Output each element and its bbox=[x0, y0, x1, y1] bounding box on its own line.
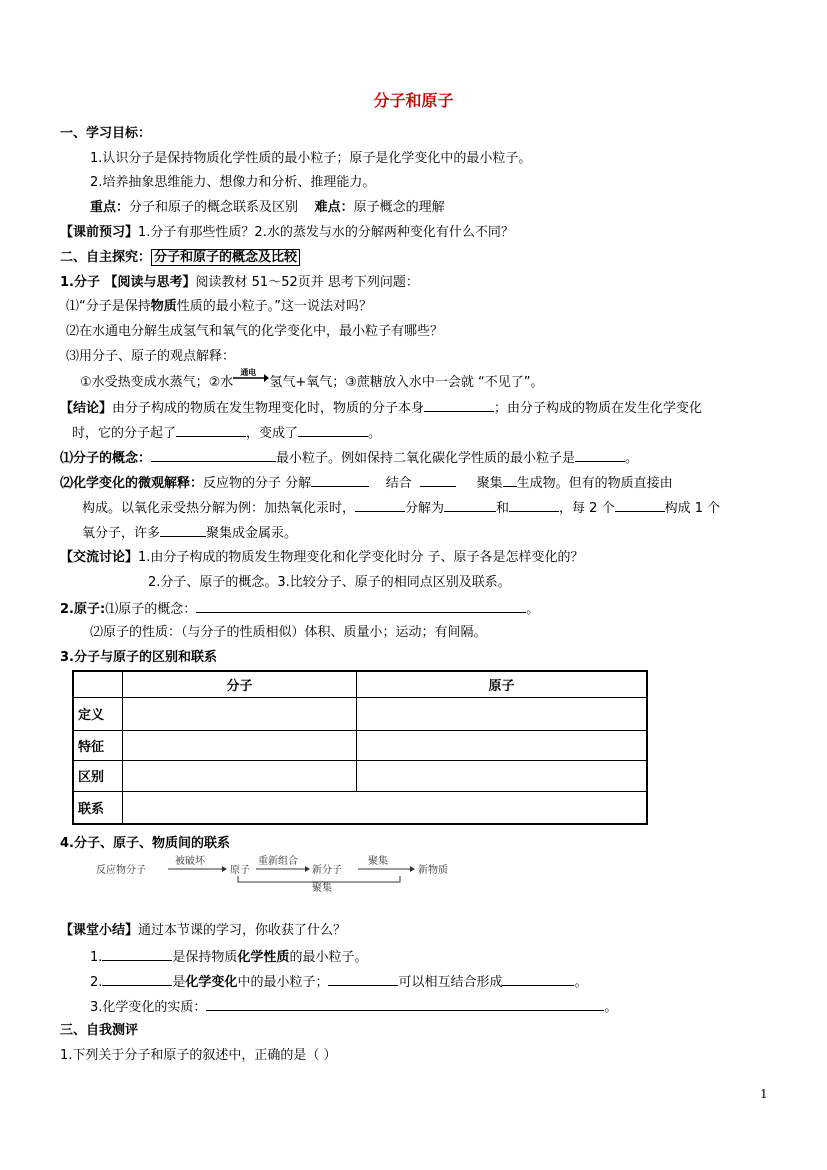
table-cell[interactable] bbox=[357, 730, 648, 760]
blank[interactable] bbox=[151, 448, 276, 462]
atom-definition-end: 。 bbox=[526, 602, 540, 617]
comparison-table bbox=[72, 670, 648, 825]
comparison-heading: 3.分子与原子的区别和联系 bbox=[60, 650, 217, 665]
micro-explanation-line-2 bbox=[82, 498, 720, 518]
table-cell[interactable] bbox=[123, 760, 357, 791]
atom-definition-text: ⑴原子的概念： bbox=[105, 602, 197, 617]
section2-heading-line bbox=[60, 249, 300, 267]
goal-1: 1.认识分子是保持物质化学性质的最小粒子；原子是化学变化中的最小粒子。 bbox=[90, 151, 532, 166]
conclusion-text-b: ；由分子构成的物质在发生化学变化 bbox=[494, 401, 703, 416]
table-header-molecule: 分子 bbox=[123, 671, 357, 697]
blank[interactable] bbox=[424, 398, 494, 412]
blank[interactable] bbox=[420, 473, 456, 487]
atom-label: 2.原子: bbox=[60, 602, 106, 617]
micro-text-g: 和 bbox=[496, 501, 510, 516]
discussion-line-1 bbox=[60, 549, 584, 567]
micro-text-i: 构成 1 个 bbox=[664, 501, 721, 516]
molecule-reading-line bbox=[60, 274, 419, 292]
question-1 bbox=[66, 298, 372, 316]
section2-boxed-topic: 分子和原子的概念及比较 bbox=[151, 249, 300, 266]
summary-line bbox=[60, 922, 346, 940]
table-cell[interactable] bbox=[123, 730, 357, 760]
electrolysis-arrow bbox=[233, 368, 269, 386]
summary-3-text: 3.化学变化的实质： bbox=[90, 1000, 207, 1015]
question-3-part-b: 氢气+氧气；③蔗糖放入水中一会就 “不见了”。 bbox=[269, 375, 544, 390]
micro-explanation-label: ⑵化学变化的微观解释： bbox=[60, 476, 204, 491]
blank[interactable] bbox=[444, 498, 496, 512]
micro-text-c: 聚集 bbox=[476, 476, 503, 491]
question-1-part-b: 性质的最小粒子。”这一说法对吗？ bbox=[176, 299, 373, 314]
table-header-atom: 原子 bbox=[357, 671, 648, 697]
summary-item-3 bbox=[90, 997, 617, 1017]
summary-3-end: 。 bbox=[604, 1000, 618, 1015]
preview-text: 1.分子有那些性质？2.水的蒸发与水的分解两种变化有什么不同？ bbox=[138, 225, 514, 240]
summary-1-text-b: 的最小粒子。 bbox=[289, 950, 368, 965]
blank[interactable] bbox=[298, 423, 368, 437]
key-label: 重点： bbox=[90, 200, 130, 215]
electrolysis-arrow-label: 通电 bbox=[240, 368, 257, 377]
flow-edge-recombine: 重新组合 bbox=[258, 856, 298, 867]
question-1-bold: 物质 bbox=[150, 299, 177, 314]
blank[interactable] bbox=[615, 498, 665, 512]
row-label-features: 特征 bbox=[73, 730, 123, 760]
relation-heading: 4.分子、原子、物质间的联系 bbox=[60, 836, 230, 851]
molecule-reading-text: 阅读教材 51～52页并 思考下列问题： bbox=[195, 275, 419, 290]
summary-label: 【课堂小结】 bbox=[60, 923, 139, 938]
micro-text-d: 生成物。但有的物质直接由 bbox=[516, 476, 673, 491]
discussion-line-2: 2.分子、原子的概念。3.比较分子、原子的相同点区别及联系。 bbox=[148, 575, 511, 590]
section2-heading: 二、自主探究： bbox=[60, 250, 152, 265]
table-corner-cell bbox=[73, 671, 123, 697]
summary-item-2 bbox=[90, 972, 587, 992]
difficulty-text: 原子概念的理解 bbox=[353, 200, 445, 215]
molecule-definition-text: 最小粒子。例如保持二氧化碳化学性质的最小粒子是 bbox=[276, 451, 576, 466]
conclusion-text-d: ，变成了 bbox=[246, 426, 299, 441]
preview-line bbox=[60, 224, 514, 242]
flow-node-reactant: 反应物分子 bbox=[96, 865, 146, 876]
molecule-reading-label: 1.分子 【阅读与思考】 bbox=[60, 275, 196, 290]
table-cell[interactable] bbox=[123, 791, 648, 824]
question-3-items bbox=[80, 368, 544, 392]
micro-text-j: 氧分子，许多 bbox=[82, 526, 161, 541]
section3-heading: 三、自我测评 bbox=[60, 1023, 139, 1038]
blank[interactable] bbox=[575, 448, 625, 462]
summary-text: 通过本节课的学习，你收获了什么？ bbox=[138, 923, 347, 938]
conclusion-text-a: 由分子构成的物质在发生物理变化时，物质的分子本身 bbox=[112, 401, 425, 416]
difficulty-label: 难点： bbox=[314, 200, 354, 215]
molecule-definition-end: 。 bbox=[625, 451, 639, 466]
blank[interactable] bbox=[503, 473, 517, 487]
molecule-definition-label: ⑴分子的概念： bbox=[60, 451, 152, 466]
discussion-text-1: 1.由分子构成的物质发生物理变化和化学变化时分 子、原子各是怎样变化的？ bbox=[138, 550, 584, 565]
blank[interactable] bbox=[509, 498, 559, 512]
test-question-1: 1.下列关于分子和原子的叙述中，正确的是（ ） bbox=[60, 1048, 337, 1063]
blank[interactable] bbox=[355, 498, 405, 512]
table-row bbox=[73, 730, 647, 760]
summary-2-text-a: 是 bbox=[172, 975, 186, 990]
summary-2-number: 2. bbox=[90, 975, 103, 990]
page-number: 1 bbox=[760, 1087, 768, 1101]
preview-label: 【课前预习】 bbox=[60, 225, 139, 240]
relation-flow-diagram bbox=[80, 853, 480, 893]
summary-2-bold: 化学变化 bbox=[185, 975, 238, 990]
summary-1-text-a: 是保持物质 bbox=[172, 950, 238, 965]
conclusion-line-1 bbox=[60, 398, 702, 418]
table-row bbox=[73, 697, 647, 730]
conclusion-line-2 bbox=[72, 423, 381, 443]
micro-text-e: 构成。以氧化汞受热分解为例：加热氧化汞时， bbox=[82, 501, 356, 516]
summary-1-bold: 化学性质 bbox=[237, 950, 290, 965]
micro-text-b: 结合 bbox=[385, 476, 412, 491]
page-title: 分子和原子 bbox=[373, 91, 454, 110]
micro-explanation-line-1 bbox=[60, 473, 673, 493]
micro-text-k: 聚集成金属汞。 bbox=[206, 526, 298, 541]
micro-text-a: 反应物的分子 分解 bbox=[203, 476, 312, 491]
row-label-definition: 定义 bbox=[73, 697, 123, 730]
key-difficult-points bbox=[90, 199, 445, 217]
goal-2: 2.培养抽象思维能力、想像力和分析、推理能力。 bbox=[90, 175, 376, 190]
summary-item-1 bbox=[90, 947, 367, 967]
table-cell[interactable] bbox=[123, 697, 357, 730]
key-text: 分子和原子的概念联系及区别 bbox=[129, 200, 299, 215]
blank[interactable] bbox=[206, 997, 604, 1011]
micro-explanation-line-3 bbox=[82, 523, 297, 543]
conclusion-text-c: 时，它的分子起了 bbox=[72, 426, 177, 441]
blank[interactable] bbox=[196, 599, 526, 613]
blank[interactable] bbox=[328, 972, 398, 986]
blank[interactable] bbox=[160, 523, 206, 537]
blank[interactable] bbox=[102, 947, 172, 961]
row-label-relation: 联系 bbox=[73, 791, 123, 824]
question-1-part-a: ⑴“分子是保持 bbox=[66, 299, 151, 314]
flow-edge-broken: 被破坏 bbox=[175, 856, 205, 867]
conclusion-text-e: 。 bbox=[368, 426, 382, 441]
table-row bbox=[73, 760, 647, 791]
summary-1-number: 1. bbox=[90, 950, 103, 965]
micro-text-f: 分解为 bbox=[405, 501, 445, 516]
table-row bbox=[73, 791, 647, 824]
right-arrow-icon bbox=[233, 372, 269, 386]
flow-edge-aggregate-direct: 聚集 bbox=[312, 883, 332, 893]
flow-edge-aggregate: 聚集 bbox=[368, 856, 388, 867]
micro-text-h: ，每 2 个 bbox=[559, 501, 615, 516]
question-3: ⑶用分子、原子的观点解释： bbox=[66, 349, 236, 364]
molecule-definition bbox=[60, 448, 638, 468]
blank[interactable] bbox=[311, 473, 369, 487]
flow-node-atom: 原子 bbox=[230, 865, 250, 876]
row-label-difference: 区别 bbox=[73, 760, 123, 791]
flow-node-new-molecule: 新分子 bbox=[312, 865, 342, 876]
flow-node-new-substance: 新物质 bbox=[418, 865, 448, 876]
summary-2-end: 。 bbox=[574, 975, 588, 990]
summary-2-text-b: 中的最小粒子； bbox=[237, 975, 329, 990]
question-2: ⑵在水通电分解生成氢气和氧气的化学变化中，最小粒子有哪些？ bbox=[66, 324, 444, 339]
question-3-part-a: ①水受热变成水蒸气；②水 bbox=[80, 375, 234, 390]
discussion-label: 【交流讨论】 bbox=[60, 550, 139, 565]
table-cell[interactable] bbox=[357, 760, 648, 791]
blank[interactable] bbox=[102, 972, 172, 986]
blank[interactable] bbox=[176, 423, 246, 437]
blank[interactable] bbox=[502, 972, 574, 986]
conclusion-label: 【结论】 bbox=[60, 401, 113, 416]
atom-definition bbox=[60, 599, 539, 619]
summary-2-text-c: 可以相互结合形成 bbox=[398, 975, 503, 990]
section1-heading: 一、学习目标： bbox=[60, 126, 152, 141]
table-cell[interactable] bbox=[357, 697, 648, 730]
table-header-row bbox=[73, 671, 647, 697]
atom-properties: ⑵原子的性质：（与分子的性质相似）体积、质量小；运动；有间隔。 bbox=[90, 625, 487, 640]
